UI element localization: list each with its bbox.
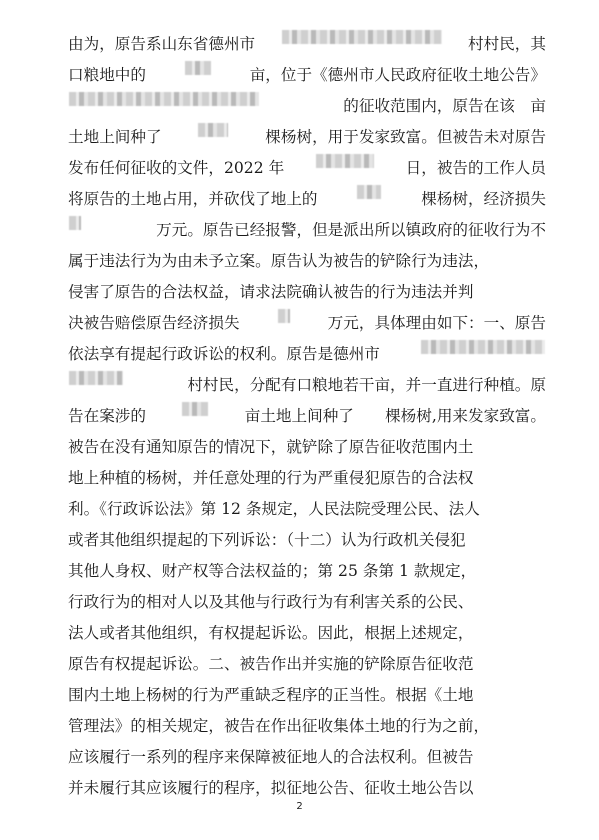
redaction-mark [282, 30, 442, 44]
text-line [68, 30, 546, 58]
text-segment: 原告有权提起诉讼。二、被告作出并实施的铲除原告征收范 [68, 655, 474, 673]
text-segment: 属于违法行为为由未予立案。原告认为被告的铲除行为违法， [68, 252, 490, 270]
text-line [68, 123, 546, 151]
text-segment: 决被告赔偿原告经济损失 [68, 314, 240, 332]
text-line [68, 526, 546, 554]
text-line [68, 340, 546, 368]
text-segment: 并未履行其应该履行的程序，拟征地公告、征收土地公告以 [68, 779, 474, 797]
text-line [68, 402, 546, 430]
text-segment: 村村民，其 [468, 35, 546, 53]
text-line [68, 278, 546, 306]
page-number: 2 [296, 801, 303, 812]
text-segment: 土地上间种了 [68, 128, 162, 146]
text-line [68, 619, 546, 647]
text-segment: 地上种植的杨树，并任意处理的行为严重侵犯原告的合法权 [68, 469, 474, 487]
redaction-mark [69, 371, 123, 385]
redaction-mark [421, 340, 545, 354]
text-line [68, 433, 546, 461]
text-line [68, 681, 546, 709]
text-line [68, 743, 546, 771]
text-line [68, 495, 546, 523]
text-segment: 告在案涉的 [68, 407, 146, 425]
text-segment: 口粮地中的 [68, 66, 146, 84]
text-segment: 发布任何征收的文件，2022 年 [68, 159, 285, 177]
text-line [68, 557, 546, 585]
text-line [68, 216, 546, 244]
text-segment: 棵杨树，经济损失 [421, 190, 546, 208]
redaction-mark [198, 123, 228, 137]
text-segment: 亩，位于《德州市人民政府征收土地公告》 [249, 66, 546, 84]
text-segment: 利。《行政诉讼法》第 12 条规定，人民法院受理公民、法人 [68, 500, 480, 518]
text-line [68, 588, 546, 616]
text-segment: 亩土地上间种了 棵杨树,用来发家致富。 [244, 407, 546, 425]
text-segment: 由为，原告系山东省德州市 [68, 35, 256, 53]
text-segment: 将原告的土地占用，并砍伐了地上的 [68, 190, 318, 208]
text-line [68, 774, 546, 802]
text-segment: 日，被告的工作人员 [405, 159, 546, 177]
text-segment: 其他人身权、财产权等合法权益的；第 25 条第 1 款规定， [68, 562, 477, 580]
redaction-mark [69, 216, 81, 230]
redaction-mark [69, 92, 259, 106]
text-line [68, 371, 546, 399]
text-segment: 万元，具体理由如下：一、原告 [327, 314, 546, 332]
text-segment: 村村民，分配有口粮地若干亩，并一直进行种植。原 [187, 376, 546, 394]
text-line [68, 154, 546, 182]
text-segment: 行政行为的相对人以及其他与行政行为有利害关系的公民、 [68, 593, 474, 611]
text-segment: 管理法》的相关规定，被告在作出征收集体土地的行为之前， [68, 717, 490, 735]
redaction-mark [185, 61, 211, 75]
text-segment: 依法享有提起行政诉讼的权利。原告是德州市 [68, 345, 380, 363]
text-line [68, 92, 546, 120]
text-line [68, 712, 546, 740]
text-line [68, 247, 546, 275]
redaction-mark [316, 154, 374, 168]
text-segment: 棵杨树，用于发家致富。但被告未对原告 [265, 128, 546, 146]
text-segment: 围内土地上杨树的行为严重缺乏程序的正当性。根据《土地 [68, 686, 474, 704]
text-line [68, 464, 546, 492]
text-segment: 的征收范围内，原告在该 亩 [343, 97, 546, 115]
text-segment: 被告在没有通知原告的情况下，就铲除了原告征收范围内土 [68, 438, 474, 456]
text-segment: 应该履行一系列的程序来保障被征地人的合法权利。但被告 [68, 748, 474, 766]
text-segment: 侵害了原告的合法权益，请求法院确认被告的行为违法并判 [68, 283, 474, 301]
text-line [68, 650, 546, 678]
redaction-mark [278, 309, 290, 323]
text-line [68, 309, 546, 337]
text-segment: 或者其他组织提起的下列诉讼：（十二）认为行政机关侵犯 [68, 531, 466, 549]
text-segment: 万元。原告已经报警，但是派出所以镇政府的征收行为不 [156, 221, 546, 239]
redaction-mark [182, 402, 208, 416]
text-line [68, 61, 546, 89]
redaction-mark [357, 185, 381, 199]
text-line [68, 185, 546, 213]
text-segment: 法人或者其他组织，有权提起诉讼。因此，根据上述规定， [68, 624, 474, 642]
